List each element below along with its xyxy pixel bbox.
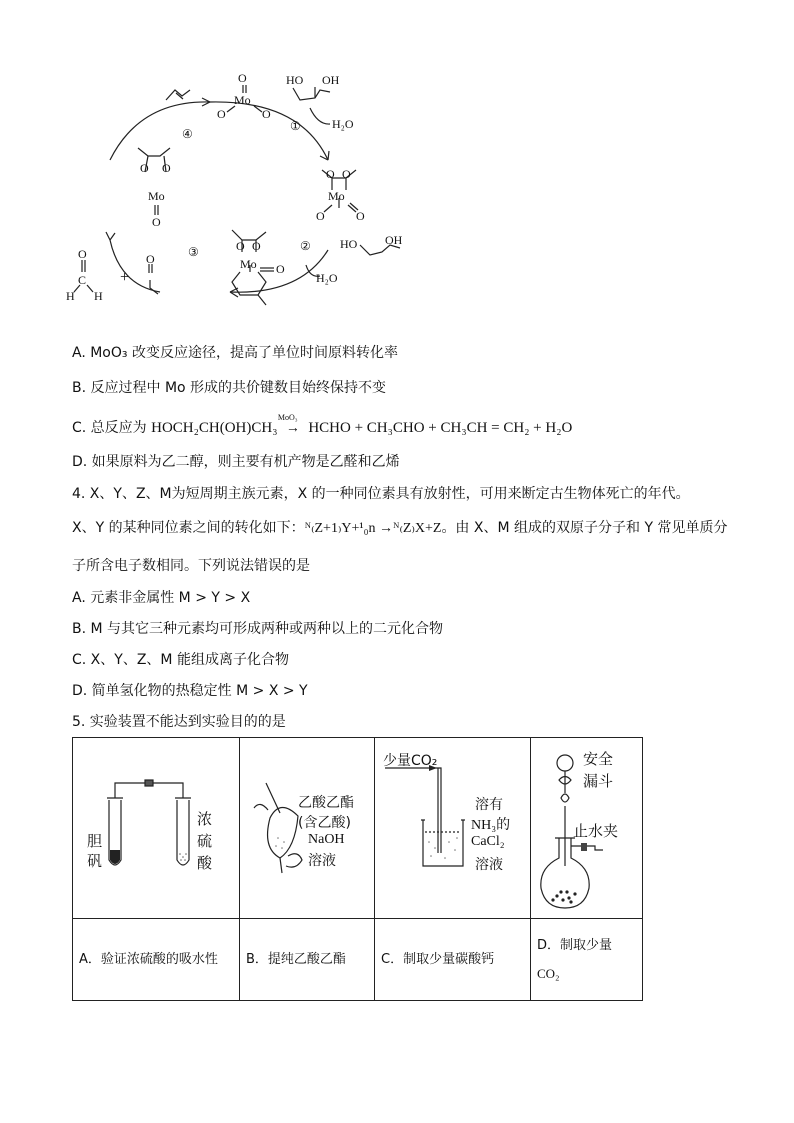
- q3-option-b: B. 反应过程中 Mo 形成的共价键数目始终保持不变: [72, 380, 387, 396]
- diol-ho: HO: [340, 237, 358, 251]
- formaldehyde-o: O: [78, 247, 87, 261]
- water-label: H₂O: [332, 117, 354, 131]
- formaldehyde-c: C: [78, 273, 87, 287]
- label-safety: 安全: [583, 750, 614, 768]
- label-solution: 溶液: [308, 853, 336, 869]
- q4-stem2-prefix: X、Y 的某种同位素之间的转化如下：: [72, 520, 305, 536]
- q3-eq-right: HCHO + CH₃CHO + CH₃CH = CH₂ + H₂O: [308, 420, 573, 436]
- mo-oxide-o: O: [217, 107, 226, 121]
- caption-d-line2: CO₂: [537, 965, 560, 981]
- q3-catalyst: MoO₃: [277, 413, 298, 422]
- test-tubes-drawing: [73, 738, 239, 914]
- q3-option-d: D. 如果原料为乙二醇，则主要有机产物是乙醛和乙烯: [72, 454, 400, 470]
- q5-apparatus-table: [72, 737, 643, 1001]
- q4-option-c: C. X、Y、Z、M 能组成离子化合物: [72, 652, 289, 668]
- caption-b: B．提纯乙酸乙酯: [240, 919, 375, 1001]
- mo-oxide-o: O: [152, 215, 161, 229]
- mo-left: Mo: [148, 189, 165, 203]
- label-solution: 溶液: [475, 857, 503, 873]
- apparatus-c: [375, 738, 531, 919]
- label-dissolved: 溶有: [475, 797, 503, 813]
- ring-o: O: [252, 239, 261, 253]
- catalytic-cycle-figure: [60, 60, 420, 310]
- q3-option-c-prefix: C. 总反应为: [72, 420, 147, 436]
- step-3-label: ③: [188, 245, 199, 259]
- q4-nuclear-equation: ᴺ₍Z+1₎Y+¹₀n →ᴺ₍Z₎X+Z: [304, 521, 442, 536]
- diol-ho: HO: [286, 73, 304, 87]
- formaldehyde-h: H: [94, 289, 103, 303]
- q4-stem-line1: 4. X、Y、Z、M为短周期主族元素，X 的一种同位素具有放射性，可用来断定古生物体死亡的年代。: [72, 486, 690, 502]
- label-nong: 浓: [197, 810, 213, 828]
- formaldehyde-h: H: [66, 289, 75, 303]
- q4-option-a: A. 元素非金属性 M > Y > X: [72, 590, 251, 606]
- q5-stem: 5. 实验装置不能达到实验目的的是: [72, 714, 286, 730]
- caption-d: [531, 919, 643, 1001]
- label-fan: 矾: [87, 852, 103, 870]
- label-ethyl-acetate: 乙酸乙酯: [298, 795, 354, 811]
- step-1-label: ①: [290, 119, 301, 133]
- label-naoh: NaOH: [308, 832, 345, 847]
- mo-oxide-o: O: [238, 71, 247, 85]
- mo-oxide-o: O: [316, 209, 325, 223]
- label-nh3: NH₃的: [471, 818, 511, 833]
- mo-bottom: Mo: [240, 257, 257, 271]
- apparatus-b: [240, 738, 375, 919]
- ring-o: O: [162, 161, 171, 175]
- ring-o: O: [140, 161, 149, 175]
- q4-option-d: D. 简单氢化物的热稳定性 M > X > Y: [72, 683, 308, 699]
- step-2-label: ②: [300, 239, 311, 253]
- q4-stem-line3: 子所含电子数相同。下列说法错误的是: [72, 558, 310, 574]
- q4-stem-line2: [72, 518, 727, 539]
- mo-oxide-o: O: [356, 209, 365, 223]
- water-label: H₂O: [316, 271, 338, 285]
- diol-oh: OH: [322, 73, 340, 87]
- label-funnel: 漏斗: [583, 772, 614, 790]
- label-clamp: 止水夹: [573, 822, 619, 840]
- apparatus-a: [73, 738, 240, 919]
- step-4-label: ④: [182, 127, 193, 141]
- ring-o: O: [236, 239, 245, 253]
- label-dan: 胆: [87, 832, 103, 850]
- q3-option-c: [72, 413, 573, 439]
- diol-oh: OH: [385, 233, 403, 247]
- q3-option-a: A. MoO₃ 改变反应途径，提高了单位时间原料转化率: [72, 345, 398, 361]
- mo-oxide-o: O: [262, 107, 271, 121]
- ring-o: O: [342, 167, 351, 181]
- plus-sign: +: [120, 269, 130, 286]
- apparatus-d: [531, 738, 643, 919]
- caption-c: C．制取少量碳酸钙: [375, 919, 531, 1001]
- acetaldehyde-o: O: [146, 252, 155, 266]
- q3-arrow: → MoO₃: [282, 419, 304, 439]
- caption-d-line1: D．制取少量: [537, 937, 613, 953]
- label-liu: 硫: [197, 832, 213, 850]
- q4-option-b: B. M 与其它三种元素均可形成两种或两种以上的二元化合物: [72, 621, 444, 637]
- caption-a: A．验证浓硫酸的吸水性: [73, 919, 240, 1001]
- mo-oxide-o: O: [276, 262, 285, 276]
- label-suan: 酸: [197, 854, 213, 872]
- label-cacl2: CaCl₂: [471, 834, 505, 849]
- ring-o: O: [326, 167, 335, 181]
- label-with-acid: (含乙酸): [298, 815, 351, 831]
- label-co2: 少量CO₂: [383, 753, 438, 769]
- q3-eq-left: HOCH₂CH(OH)CH₃: [151, 420, 278, 436]
- q4-stem2-suffix: 。由 X、M 组成的双原子分子和 Y 常见单质分: [441, 520, 728, 536]
- mo-top: Mo: [234, 93, 251, 107]
- mo-right: Mo: [328, 189, 345, 203]
